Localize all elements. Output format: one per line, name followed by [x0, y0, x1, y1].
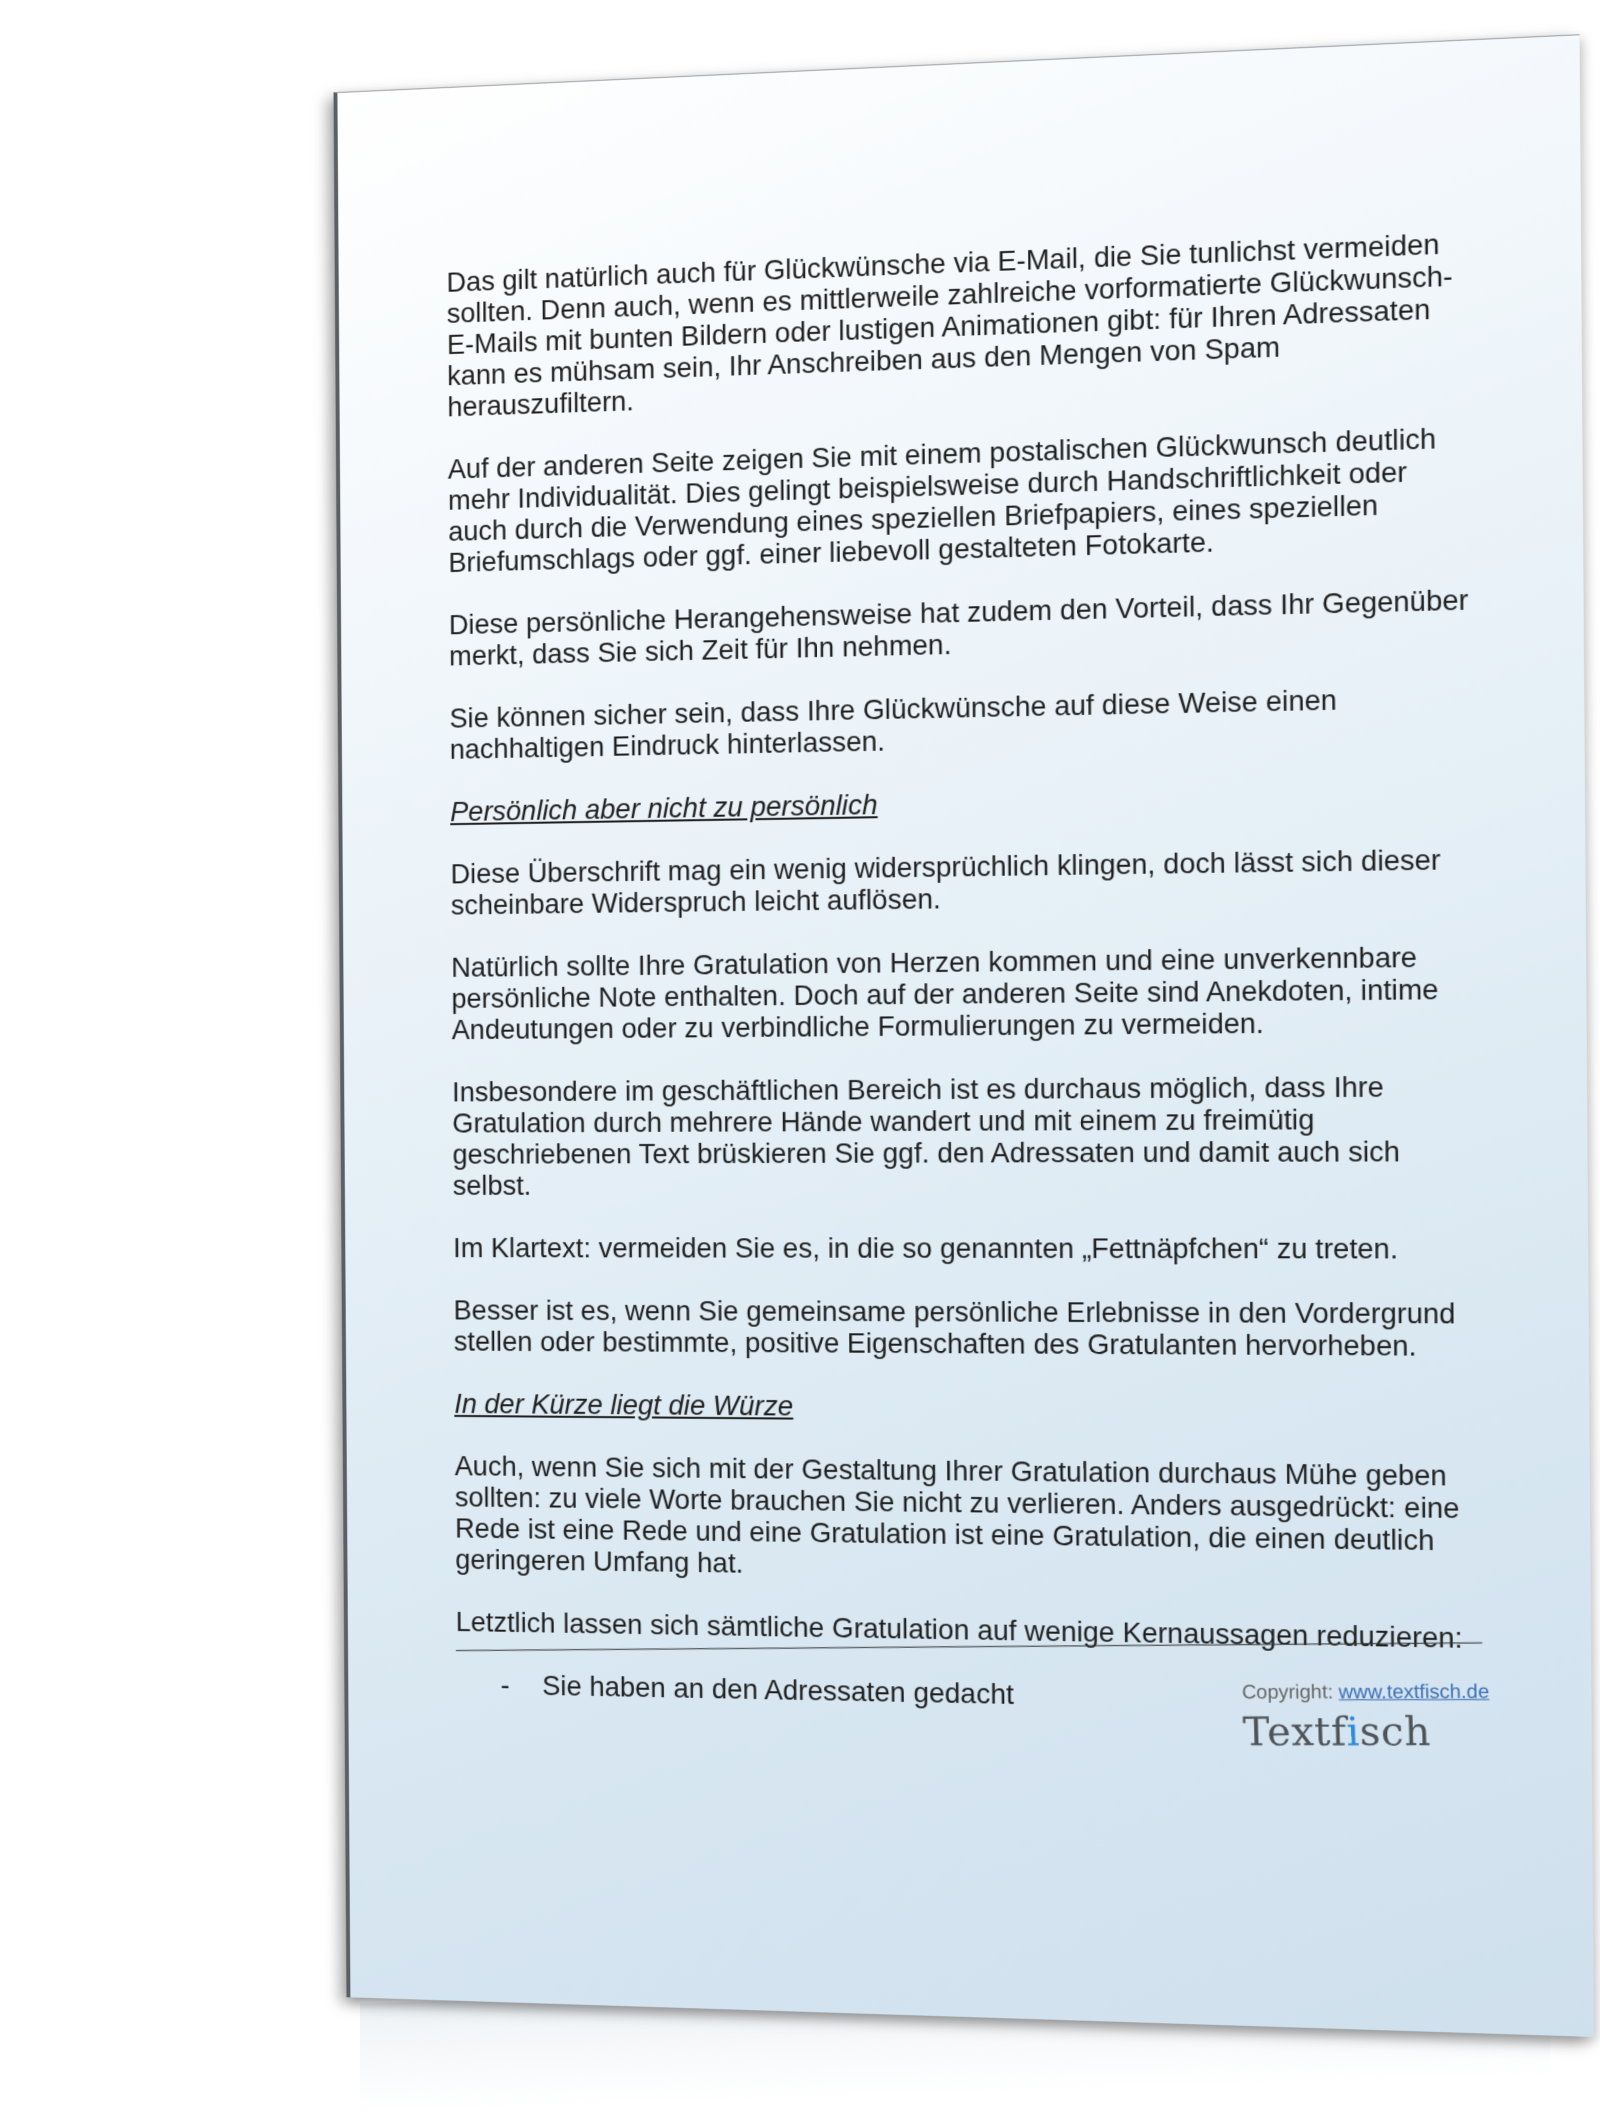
- paragraph: Letztlich lassen sich sämtliche Gratulation auf wenige Kernaussagen reduzieren:: [455, 1605, 1463, 1655]
- brand-logo: [1242, 1708, 1491, 1754]
- list-item-text: Sie haben an den Adressaten gedacht: [542, 1669, 1014, 1711]
- copyright-label: Copyright:: [1241, 1681, 1333, 1704]
- paragraph: Diese persönliche Herangehensweise hat zudem den Vorteil, dass Ihr Gegenüber merkt, dass Sie sich Zeit für Ihn nehmen.: [448, 583, 1469, 672]
- paragraph: Insbesondere im geschäftlichen Bereich ist es durchaus möglich, dass Ihre Gratulation durch mehrere Hände wandert und mit einem zu freimütig geschriebenen Text brüskieren Sie ggf. den Adressaten und damit auch sich selbst.: [452, 1070, 1401, 1201]
- document-body: [446, 227, 1483, 1752]
- paragraph: Auf der anderen Seite zeigen Sie mit einem postalischen Glückwunsch deutlich mehr Individualität. Dies gelingt beispielsweise durch Handschriftlichkeit oder auch durch die Verwendung eines speziellen Briefpapiers, eines speziellen Briefumschlags oder ggf. einer liebevoll gestalteten Fotokarte.: [447, 422, 1437, 579]
- paragraph: Natürlich sollte Ihre Gratulation von Herzen kommen und eine unverkennbare persönliche Note enthalten. Doch auf der anderen Seite sind Anekdoten, intime Andeutungen oder zu verbindliche Formulierungen zu vermeiden.: [451, 940, 1439, 1046]
- paragraph: Das gilt natürlich auch für Glückwünsche via E-Mail, die Sie tunlichst vermeiden sollten. Denn auch, wenn es mittlerweile zahlreiche vorformatierte Glückwunsch-E-Mails mit bunten Bildern oder lustigen Animationen gibt: für Ihren Adressaten kann es mühsam sein, Ihr Anschreiben aus den Mengen von Spam herauszufiltern.: [446, 227, 1453, 423]
- copyright-notice: [1241, 1681, 1489, 1704]
- paragraph: Im Klartext: vermeiden Sie es, in die so genannten „Fettnäpfchen“ zu treten.: [453, 1232, 1399, 1265]
- section-heading: In der Kürze liegt die Würze: [454, 1387, 794, 1422]
- brand-text-end: sch: [1358, 1708, 1431, 1755]
- brand-text-start: Textf: [1241, 1708, 1347, 1755]
- paragraph: Besser ist es, wenn Sie gemeinsame persönliche Erlebnisse in den Vordergrund stellen oder bestimmte, positive Eigenschaften des Gratulanten hervorheben.: [453, 1294, 1456, 1362]
- document-page: [334, 34, 1594, 2037]
- paragraph: Sie können sicher sein, dass Ihre Glückwünsche auf diese Weise einen nachhaltigen Eindruck hinterlassen.: [449, 683, 1337, 765]
- fish-icon: i: [1345, 1708, 1361, 1755]
- paragraph: Auch, wenn Sie sich mit der Gestaltung Ihrer Gratulation durchaus Mühe geben sollten: zu viele Worte brauchen Sie nicht zu verlieren. Anders ausgedrückt: eine Rede ist eine Rede und eine Gratulation ist eine Gratulation, die einen deutlich geringeren Umfang hat.: [454, 1450, 1460, 1579]
- bullet-marker: -: [500, 1668, 510, 1701]
- page-footer: [1241, 1681, 1490, 1754]
- paragraph: Diese Überschrift mag ein wenig widersprüchlich klingen, doch lässt sich dieser scheinbare Widerspruch leicht auflösen.: [450, 843, 1441, 921]
- copyright-link[interactable]: www.textfisch.de: [1337, 1681, 1490, 1704]
- section-heading: Persönlich aber nicht zu persönlich: [450, 788, 878, 828]
